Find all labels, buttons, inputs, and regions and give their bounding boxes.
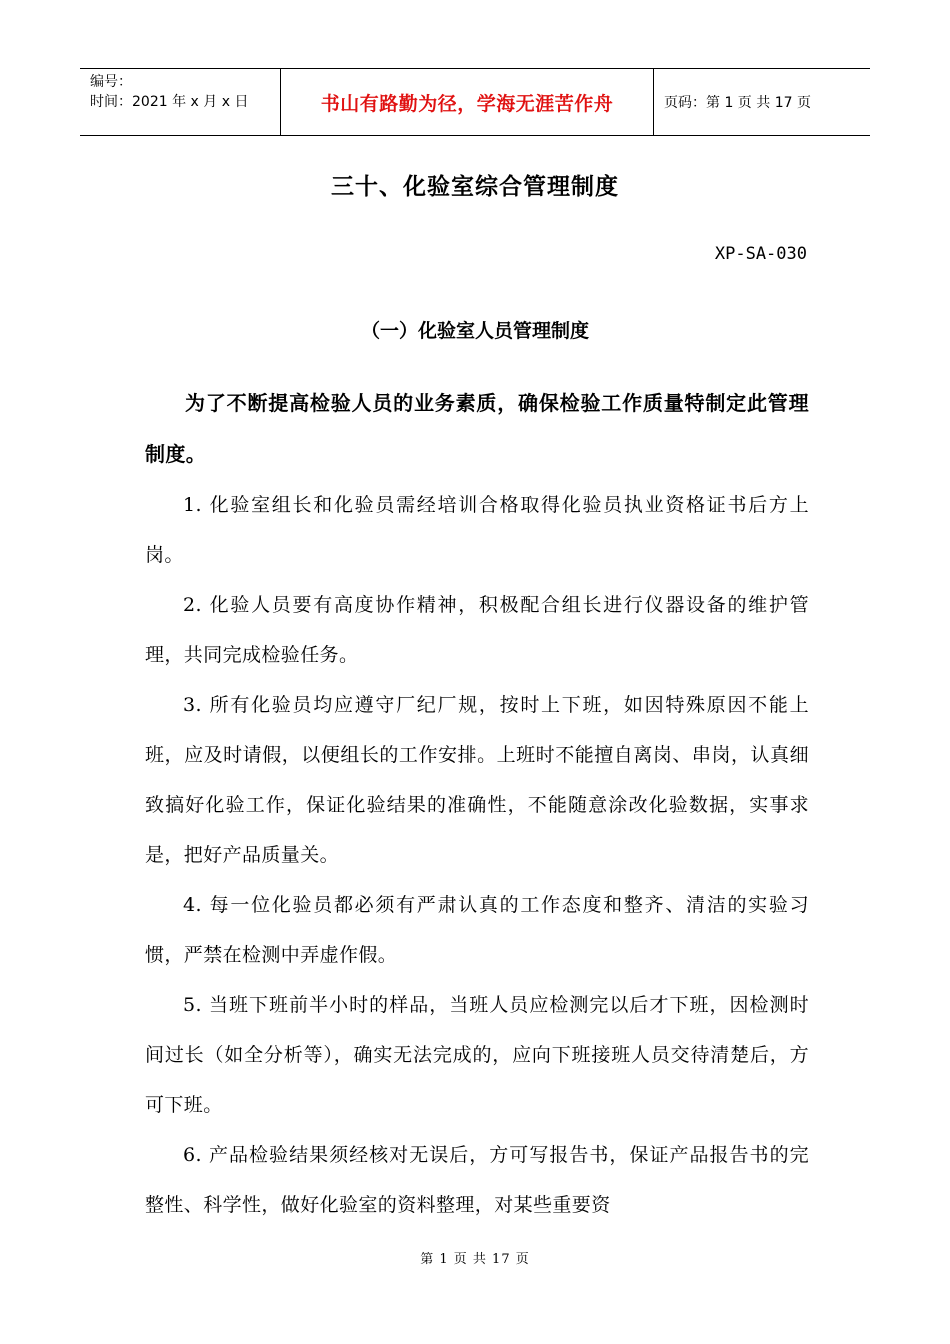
rule-paragraph-2: 2. 化验人员要有高度协作精神，积极配合组长进行仪器设备的维护管理，共同完成检验任务。 bbox=[145, 594, 809, 666]
number-label: 编号： bbox=[90, 74, 132, 90]
document-code: XP-SA-030 bbox=[714, 244, 807, 264]
motto-text: 书山有路勤为径，学海无涯苦作舟 bbox=[320, 92, 614, 115]
intro-paragraph: 为了不断提高检验人员的业务素质，确保检验工作质量特制定此管理制度。 bbox=[145, 391, 809, 466]
time-label: 时间：2021 年 x 月 x 日 bbox=[90, 94, 249, 110]
section-title: （一）化验室人员管理制度 bbox=[360, 320, 589, 342]
rule-paragraph-5: 5. 当班下班前半小时的样品，当班人员应检测完以后才下班，因检测时间过长（如全分析等），确实无法完成的，应向下班接班人员交待清楚后，方可下班。 bbox=[145, 994, 809, 1116]
document-body bbox=[145, 378, 809, 1230]
header-page-cell bbox=[654, 69, 870, 135]
document-header bbox=[80, 68, 870, 136]
rule-paragraph-1: 1. 化验室组长和化验员需经培训合格取得化验员执业资格证书后方上岗。 bbox=[145, 494, 809, 566]
rule-paragraph-6: 6. 产品检验结果须经核对无误后，方可写报告书，保证产品报告书的完整性、科学性，做好化验室的资料整理，对某些重要资 bbox=[145, 1144, 809, 1216]
rule-paragraph-4: 4. 每一位化验员都必须有严肃认真的工作态度和整齐、清洁的实验习惯，严禁在检测中弄虚作假。 bbox=[145, 894, 809, 966]
document-title: 三十、化验室综合管理制度 bbox=[331, 174, 619, 200]
header-meta-cell bbox=[80, 69, 281, 135]
page-footer: 第 1 页 共 17 页 bbox=[420, 1252, 530, 1267]
page-info: 页码：第 1 页 共 17 页 bbox=[664, 95, 811, 111]
rule-paragraph-3: 3. 所有化验员均应遵守厂纪厂规，按时上下班，如因特殊原因不能上班，应及时请假，以便组长的工作安排。上班时不能擅自离岗、串岗，认真细致搞好化验工作，保证化验结果的准确性，不能随意涂改化验数据，实事求是，把好产品质量关。 bbox=[145, 694, 809, 866]
header-motto-cell bbox=[281, 69, 654, 135]
